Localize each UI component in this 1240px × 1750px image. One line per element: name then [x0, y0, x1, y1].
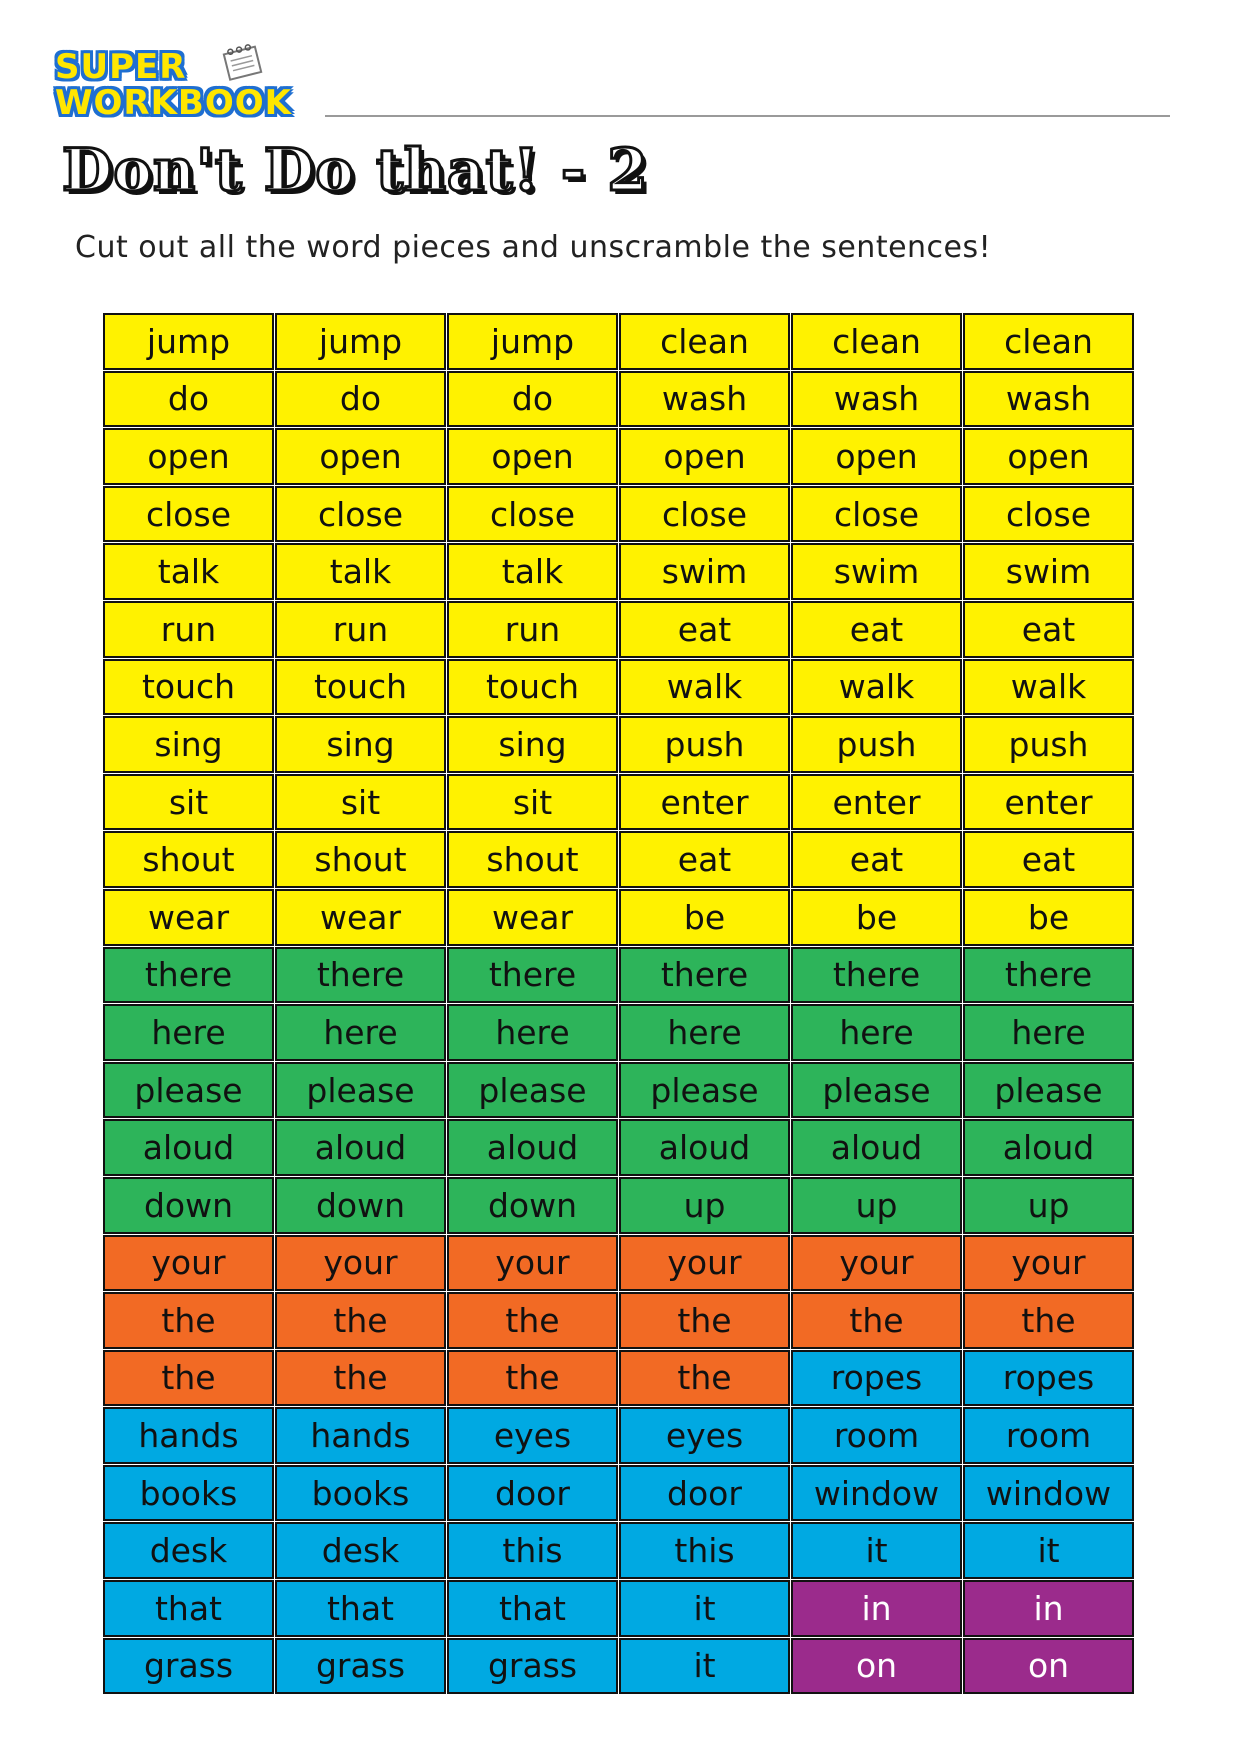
- word-card[interactable]: shout: [103, 831, 274, 888]
- word-card[interactable]: door: [619, 1465, 790, 1522]
- word-card[interactable]: window: [791, 1465, 962, 1522]
- word-card[interactable]: there: [963, 947, 1134, 1004]
- word-card[interactable]: please: [275, 1062, 446, 1119]
- word-card[interactable]: the: [447, 1292, 618, 1349]
- word-card[interactable]: here: [103, 1004, 274, 1061]
- header-divider: [325, 115, 1170, 117]
- word-card[interactable]: aloud: [275, 1119, 446, 1176]
- word-card[interactable]: close: [275, 486, 446, 543]
- brand-logo: [55, 47, 315, 130]
- word-card[interactable]: down: [103, 1177, 274, 1234]
- word-card[interactable]: eat: [791, 831, 962, 888]
- word-card[interactable]: jump: [447, 313, 618, 370]
- word-card[interactable]: do: [447, 371, 618, 428]
- word-card[interactable]: aloud: [619, 1119, 790, 1176]
- word-card[interactable]: room: [791, 1407, 962, 1464]
- word-card[interactable]: it: [791, 1522, 962, 1579]
- word-card[interactable]: push: [963, 716, 1134, 773]
- word-card[interactable]: talk: [275, 543, 446, 600]
- word-card[interactable]: that: [447, 1580, 618, 1637]
- word-card[interactable]: please: [791, 1062, 962, 1119]
- word-card[interactable]: the: [447, 1350, 618, 1407]
- word-card[interactable]: sit: [447, 774, 618, 831]
- word-card[interactable]: the: [103, 1350, 274, 1407]
- word-card[interactable]: shout: [447, 831, 618, 888]
- word-card[interactable]: there: [791, 947, 962, 1004]
- word-card[interactable]: up: [619, 1177, 790, 1234]
- word-card[interactable]: eyes: [619, 1407, 790, 1464]
- word-card[interactable]: on: [963, 1638, 1134, 1695]
- word-card[interactable]: it: [619, 1580, 790, 1637]
- word-card[interactable]: talk: [103, 543, 274, 600]
- word-card[interactable]: it: [963, 1522, 1134, 1579]
- word-card[interactable]: close: [619, 486, 790, 543]
- word-card[interactable]: run: [447, 601, 618, 658]
- word-card[interactable]: aloud: [103, 1119, 274, 1176]
- word-cards-grid: [103, 313, 1135, 1695]
- word-card[interactable]: here: [275, 1004, 446, 1061]
- instructions-text: Cut out all the word pieces and unscramble the sentences!: [75, 230, 992, 265]
- word-card[interactable]: sing: [275, 716, 446, 773]
- word-card[interactable]: please: [619, 1062, 790, 1119]
- word-card[interactable]: here: [619, 1004, 790, 1061]
- word-card[interactable]: hands: [103, 1407, 274, 1464]
- word-card[interactable]: grass: [103, 1638, 274, 1695]
- word-card[interactable]: push: [619, 716, 790, 773]
- word-card[interactable]: ropes: [791, 1350, 962, 1407]
- word-card[interactable]: eat: [791, 601, 962, 658]
- word-card[interactable]: please: [103, 1062, 274, 1119]
- word-card[interactable]: sit: [275, 774, 446, 831]
- word-card[interactable]: down: [275, 1177, 446, 1234]
- word-card[interactable]: here: [447, 1004, 618, 1061]
- word-card[interactable]: window: [963, 1465, 1134, 1522]
- word-card[interactable]: aloud: [791, 1119, 962, 1176]
- word-card[interactable]: there: [275, 947, 446, 1004]
- word-card[interactable]: grass: [275, 1638, 446, 1695]
- word-card[interactable]: open: [791, 428, 962, 485]
- word-card[interactable]: aloud: [963, 1119, 1134, 1176]
- word-card[interactable]: wash: [791, 371, 962, 428]
- word-card[interactable]: shout: [275, 831, 446, 888]
- word-card[interactable]: aloud: [447, 1119, 618, 1176]
- word-card[interactable]: wear: [275, 889, 446, 946]
- word-card[interactable]: clean: [619, 313, 790, 370]
- word-card[interactable]: your: [447, 1235, 618, 1292]
- word-card[interactable]: do: [103, 371, 274, 428]
- word-card[interactable]: jump: [275, 313, 446, 370]
- word-card[interactable]: ropes: [963, 1350, 1134, 1407]
- word-card[interactable]: this: [447, 1522, 618, 1579]
- word-card[interactable]: run: [275, 601, 446, 658]
- word-card[interactable]: that: [103, 1580, 274, 1637]
- word-card[interactable]: it: [619, 1638, 790, 1695]
- word-card[interactable]: sing: [447, 716, 618, 773]
- word-card[interactable]: run: [103, 601, 274, 658]
- word-card[interactable]: sing: [103, 716, 274, 773]
- word-card[interactable]: clean: [963, 313, 1134, 370]
- word-card[interactable]: close: [447, 486, 618, 543]
- word-card[interactable]: open: [619, 428, 790, 485]
- word-card[interactable]: in: [963, 1580, 1134, 1637]
- word-card[interactable]: jump: [103, 313, 274, 370]
- word-card[interactable]: that: [275, 1580, 446, 1637]
- word-card[interactable]: down: [447, 1177, 618, 1234]
- word-card[interactable]: the: [275, 1292, 446, 1349]
- page-title: Don't Do that! - 2: [62, 136, 649, 204]
- word-card[interactable]: close: [791, 486, 962, 543]
- word-card[interactable]: the: [619, 1350, 790, 1407]
- word-card[interactable]: up: [791, 1177, 962, 1234]
- word-card[interactable]: your: [619, 1235, 790, 1292]
- word-card[interactable]: be: [963, 889, 1134, 946]
- word-card[interactable]: in: [791, 1580, 962, 1637]
- word-card[interactable]: swim: [963, 543, 1134, 600]
- word-card[interactable]: enter: [963, 774, 1134, 831]
- word-card[interactable]: up: [963, 1177, 1134, 1234]
- word-card[interactable]: there: [447, 947, 618, 1004]
- word-card[interactable]: touch: [447, 659, 618, 716]
- word-card[interactable]: the: [103, 1292, 274, 1349]
- word-card[interactable]: the: [791, 1292, 962, 1349]
- word-card[interactable]: wear: [447, 889, 618, 946]
- word-card[interactable]: on: [791, 1638, 962, 1695]
- word-card[interactable]: the: [619, 1292, 790, 1349]
- word-card[interactable]: here: [963, 1004, 1134, 1061]
- word-card[interactable]: desk: [275, 1522, 446, 1579]
- word-card[interactable]: open: [447, 428, 618, 485]
- word-card[interactable]: wash: [619, 371, 790, 428]
- word-card[interactable]: touch: [103, 659, 274, 716]
- word-card[interactable]: door: [447, 1465, 618, 1522]
- word-card[interactable]: room: [963, 1407, 1134, 1464]
- word-card[interactable]: please: [963, 1062, 1134, 1119]
- word-card[interactable]: eat: [619, 601, 790, 658]
- brand-line-1: SUPER: [55, 47, 187, 87]
- word-card[interactable]: eat: [963, 831, 1134, 888]
- word-card[interactable]: enter: [791, 774, 962, 831]
- word-card[interactable]: grass: [447, 1638, 618, 1695]
- word-card[interactable]: be: [619, 889, 790, 946]
- word-card[interactable]: swim: [791, 543, 962, 600]
- word-card[interactable]: walk: [963, 659, 1134, 716]
- word-card[interactable]: there: [103, 947, 274, 1004]
- word-card[interactable]: eyes: [447, 1407, 618, 1464]
- word-card[interactable]: wash: [963, 371, 1134, 428]
- word-card[interactable]: hands: [275, 1407, 446, 1464]
- word-card[interactable]: clean: [791, 313, 962, 370]
- word-card[interactable]: here: [791, 1004, 962, 1061]
- word-card[interactable]: open: [963, 428, 1134, 485]
- brand-line-2: WORKBOOK: [55, 83, 293, 123]
- word-card[interactable]: your: [791, 1235, 962, 1292]
- word-card[interactable]: your: [275, 1235, 446, 1292]
- word-card[interactable]: close: [103, 486, 274, 543]
- word-card[interactable]: eat: [619, 831, 790, 888]
- word-card[interactable]: open: [103, 428, 274, 485]
- word-card[interactable]: the: [275, 1350, 446, 1407]
- word-card[interactable]: the: [963, 1292, 1134, 1349]
- word-card[interactable]: your: [103, 1235, 274, 1292]
- word-card[interactable]: please: [447, 1062, 618, 1119]
- word-card[interactable]: books: [103, 1465, 274, 1522]
- word-card[interactable]: swim: [619, 543, 790, 600]
- word-card[interactable]: desk: [103, 1522, 274, 1579]
- word-card[interactable]: close: [963, 486, 1134, 543]
- word-card[interactable]: push: [791, 716, 962, 773]
- word-card[interactable]: touch: [275, 659, 446, 716]
- word-card[interactable]: enter: [619, 774, 790, 831]
- word-card[interactable]: wear: [103, 889, 274, 946]
- word-card[interactable]: do: [275, 371, 446, 428]
- word-card[interactable]: there: [619, 947, 790, 1004]
- word-card[interactable]: eat: [963, 601, 1134, 658]
- word-card[interactable]: your: [963, 1235, 1134, 1292]
- word-card[interactable]: open: [275, 428, 446, 485]
- word-card[interactable]: this: [619, 1522, 790, 1579]
- word-card[interactable]: talk: [447, 543, 618, 600]
- word-card[interactable]: be: [791, 889, 962, 946]
- word-card[interactable]: books: [275, 1465, 446, 1522]
- word-card[interactable]: sit: [103, 774, 274, 831]
- word-card[interactable]: walk: [619, 659, 790, 716]
- word-card[interactable]: walk: [791, 659, 962, 716]
